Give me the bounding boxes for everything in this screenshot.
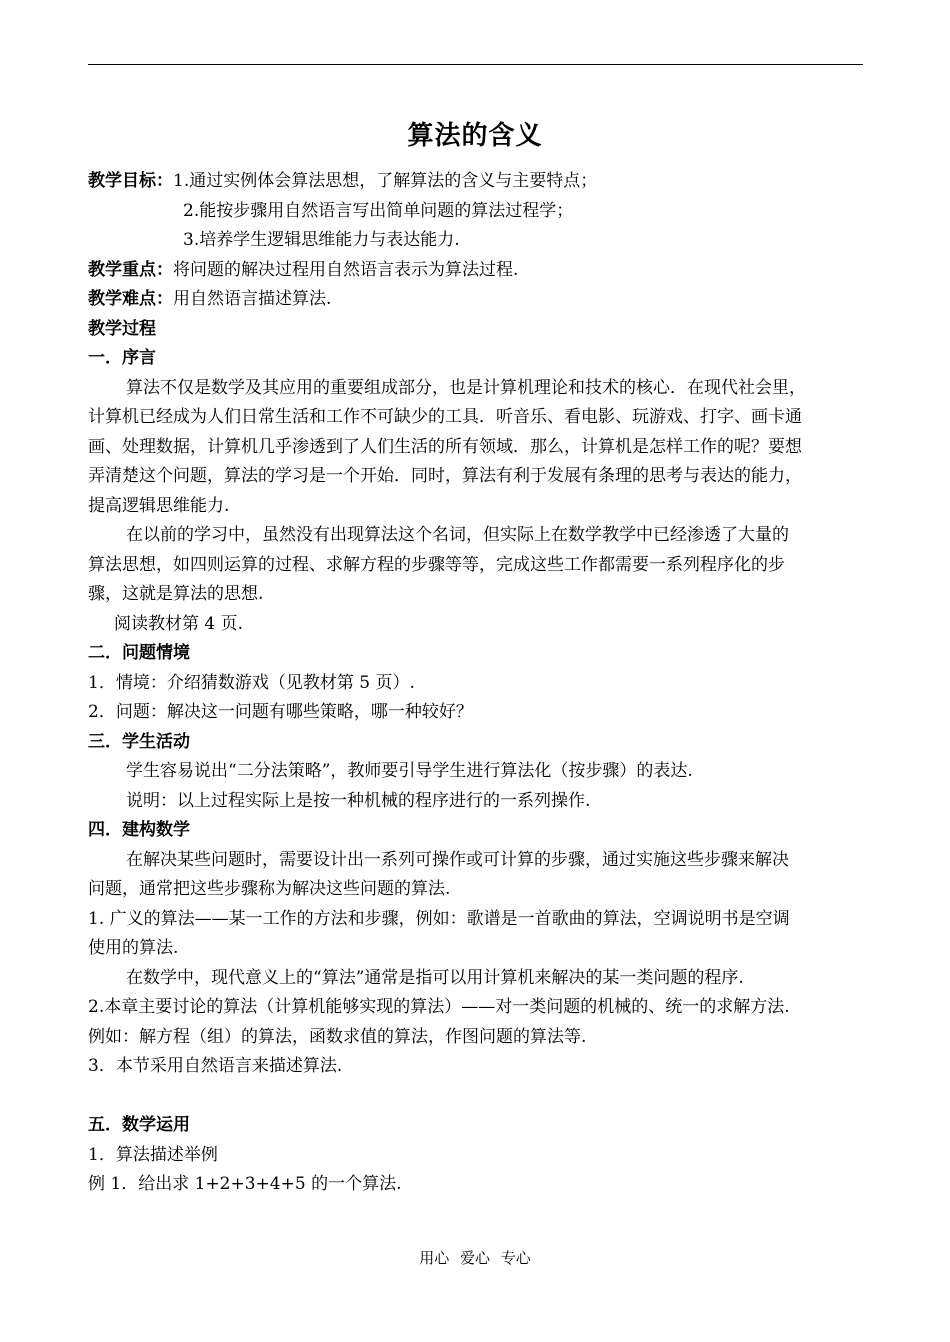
paragraph-line: 在解决某些问题时，需要设计出一系列可操作或可计算的步骤，通过实施这些步骤来解决 <box>126 849 789 870</box>
page-footer: 用心 爱心 专心 <box>419 1249 531 1267</box>
list-item: 1．算法描述举例 <box>88 1144 218 1165</box>
section-heading: 五．数学运用 <box>88 1115 190 1135</box>
paragraph-line: 骤，这就是算法的思想. <box>88 584 264 604</box>
goals-line-1 <box>88 167 863 197</box>
paragraph-line: 3．本节采用自然语言来描述算法. <box>88 1056 343 1076</box>
paragraph-line: 在数学中，现代意义上的“算法”通常是指可以用计算机来解决的某一类问题的程序. <box>126 967 744 988</box>
paragraph-line: 2.本章主要讨论的算法（计算机能够实现的算法）——对一类问题的机械的、统一的求解方法. <box>88 997 790 1017</box>
paragraph-line: 计算机已经成为人们日常生活和工作不可缺少的工具．听音乐、看电影、玩游戏、打字、画卡通 <box>88 407 802 427</box>
header-rule <box>88 64 863 65</box>
list-item: 1．情境：介绍猜数游戏（见教材第 5 页）. <box>88 672 415 693</box>
paragraph-line: 学生容易说出“二分法策略”，教师要引导学生进行算法化（按步骤）的表达. <box>126 761 693 781</box>
paragraph-line: 算法思想，如四则运算的过程、求解方程的步骤等等，完成这些工作都需要一系列程序化的步 <box>88 554 785 575</box>
key-point-text: 将问题的解决过程用自然语言表示为算法过程. <box>173 259 519 280</box>
difficulty-line <box>88 285 863 315</box>
paragraph-line: 问题，通常把这些步骤称为解决这些问题的算法. <box>88 879 451 899</box>
paragraph-line: 1. 广义的算法——某一工作的方法和步骤，例如：歌谱是一首歌曲的算法，空调说明书是空调 <box>88 908 790 929</box>
paragraph-line: 使用的算法. <box>88 938 179 958</box>
goal-item: 3.培养学生逻辑思维能力与表达能力. <box>183 230 460 250</box>
blank-line <box>88 1082 863 1112</box>
section-heading: 二．问题情境 <box>88 643 190 663</box>
paragraph-line: 例如：解方程（组）的算法，函数求值的算法，作图问题的算法等. <box>88 1026 587 1047</box>
key-point-line <box>88 256 863 286</box>
goal-item: 2.能按步骤用自然语言写出简单问题的算法过程学； <box>183 200 574 221</box>
section-heading: 一．序言 <box>88 348 156 368</box>
goals-label: 教学目标： <box>88 171 173 191</box>
document-title: 算法的含义 <box>407 121 543 151</box>
key-point-label: 教学重点： <box>88 259 173 280</box>
paragraph-line: 在以前的学习中，虽然没有出现算法这个名词，但实际上在数学教学中已经渗透了大量的 <box>126 525 789 545</box>
paragraph-line: 算法不仅是数学及其应用的重要组成部分，也是计算机理论和技术的核心．在现代社会里， <box>126 377 806 398</box>
goal-item: 1.通过实例体会算法思想，了解算法的含义与主要特点； <box>173 171 598 191</box>
list-item: 例 1．给出求 1+2+3+4+5 的一个算法. <box>88 1174 402 1194</box>
paragraph-line: 说明：以上过程实际上是按一种机械的程序进行的一系列操作. <box>126 790 591 811</box>
paragraph-line: 阅读教材第 4 页. <box>114 613 244 634</box>
paragraph-line: 弄清楚这个问题，算法的学习是一个开始．同时，算法有利于发展有条理的思考与表达的能力， <box>88 466 802 486</box>
section-heading: 四．建构数学 <box>88 820 190 840</box>
paragraph-line: 提高逻辑思维能力. <box>88 495 230 516</box>
difficulty-text: 用自然语言描述算法. <box>173 289 332 309</box>
document-body <box>88 167 863 1200</box>
difficulty-label: 教学难点： <box>88 289 173 309</box>
process-heading: 教学过程 <box>88 318 156 339</box>
paragraph-line: 画、处理数据，计算机几乎渗透到了人们生活的所有领域．那么，计算机是怎样工作的呢？要想 <box>88 436 802 457</box>
section-heading: 三．学生活动 <box>88 731 190 752</box>
list-item: 2．问题：解决这一问题有哪些策略，哪一种较好？ <box>88 702 473 722</box>
